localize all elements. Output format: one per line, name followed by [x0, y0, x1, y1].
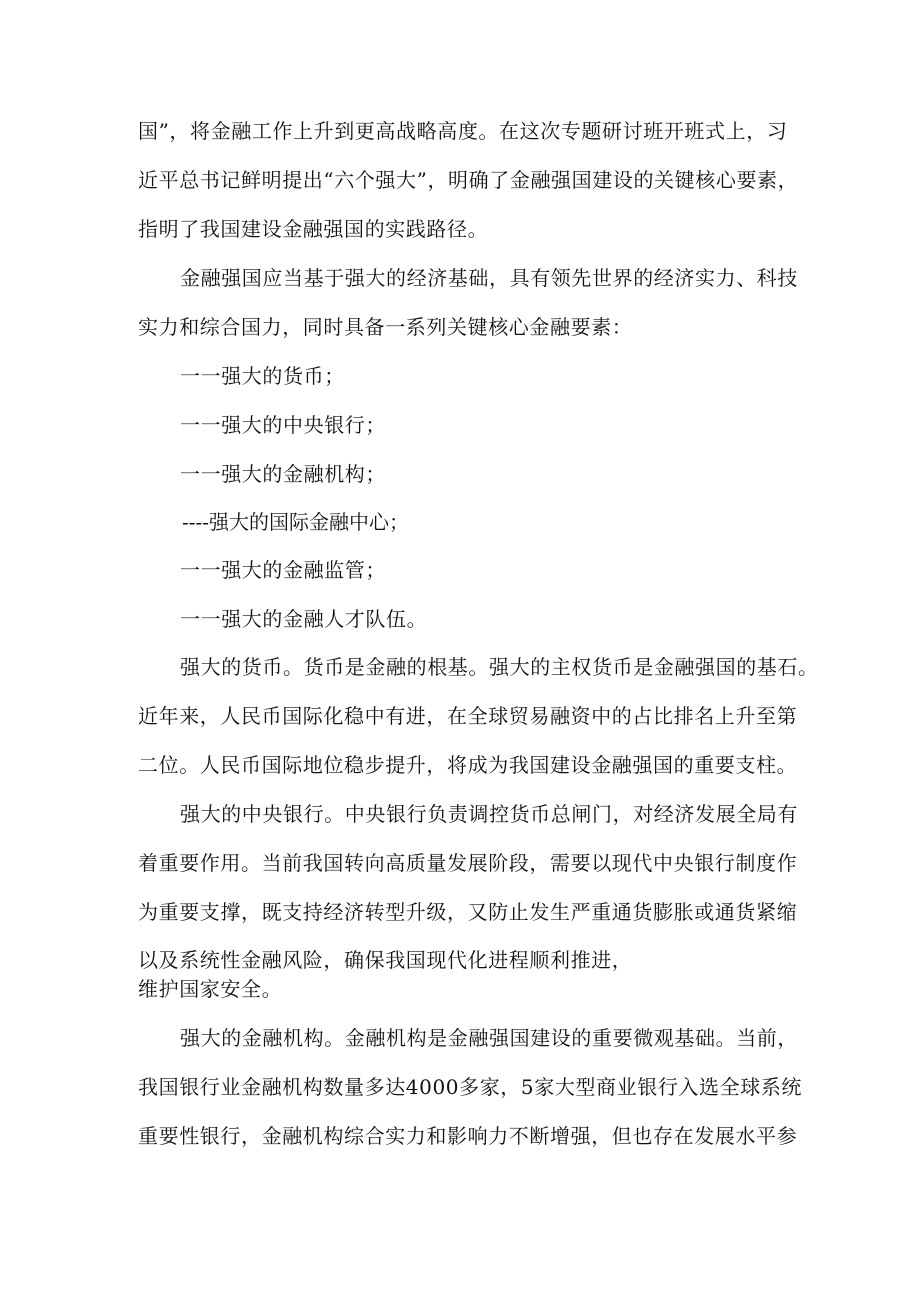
- list-item: 一一强大的金融人才队伍。: [180, 607, 428, 631]
- paragraph-line: 强大的中央银行。中央银行负责调控货币总闸门，对经济发展全局有: [180, 802, 798, 826]
- list-item: 一一强大的货币；: [180, 364, 345, 388]
- paragraph-line: 着重要作用。当前我国转向高质量发展阶段，需要以现代中央银行制度作: [138, 851, 798, 875]
- paragraph-line: 重要性银行，金融机构综合实力和影响力不断增强，但也存在发展水平参: [138, 1124, 798, 1148]
- paragraph-line: 二位。人民币国际地位稳步提升，将成为我国建设金融强国的重要支柱。: [138, 753, 798, 777]
- paragraph-line: 强大的货币。货币是金融的根基。强大的主权货币是金融强国的基石。: [180, 655, 819, 679]
- list-item: 一一强大的金融机构；: [180, 462, 386, 486]
- paragraph-line: 强大的金融机构。金融机构是金融强国建设的重要微观基础。当前，: [180, 1026, 798, 1050]
- list-item: 一一强大的金融监管；: [180, 558, 386, 582]
- paragraph-line: 国”，将金融工作上升到更高战略高度。在这次专题研讨班开班式上，习: [138, 119, 788, 143]
- paragraph-line: 实力和综合国力，同时具备一系列关键核心金融要素：: [138, 315, 633, 339]
- paragraph-line: 近平总书记鲜明提出“六个强大”，明确了金融强国建设的关键核心要素，: [138, 168, 799, 192]
- paragraph-line: 近年来，人民币国际化稳中有进，在全球贸易融资中的占比排名上升至第: [138, 704, 798, 728]
- paragraph-line: 我国银行业金融机构数量多达4000多家，5家大型商业银行入选全球系统: [138, 1075, 803, 1099]
- list-item: ----强大的国际金融中心；: [182, 510, 410, 534]
- paragraph-line: 为重要支撑，既支持经济转型升级，又防止发生严重通货膨胀或通货紧缩: [138, 900, 798, 924]
- paragraph-line: 维护国家安全。: [138, 977, 283, 1001]
- list-item: 一一强大的中央银行；: [180, 413, 386, 437]
- paragraph-line: 以及系统性金融风险，确保我国现代化进程顺利推进，: [138, 948, 633, 972]
- paragraph-line: 指明了我国建设金融强国的实践路径。: [138, 217, 489, 241]
- paragraph-line: 金融强国应当基于强大的经济基础，具有领先世界的经济实力、科技: [180, 266, 798, 290]
